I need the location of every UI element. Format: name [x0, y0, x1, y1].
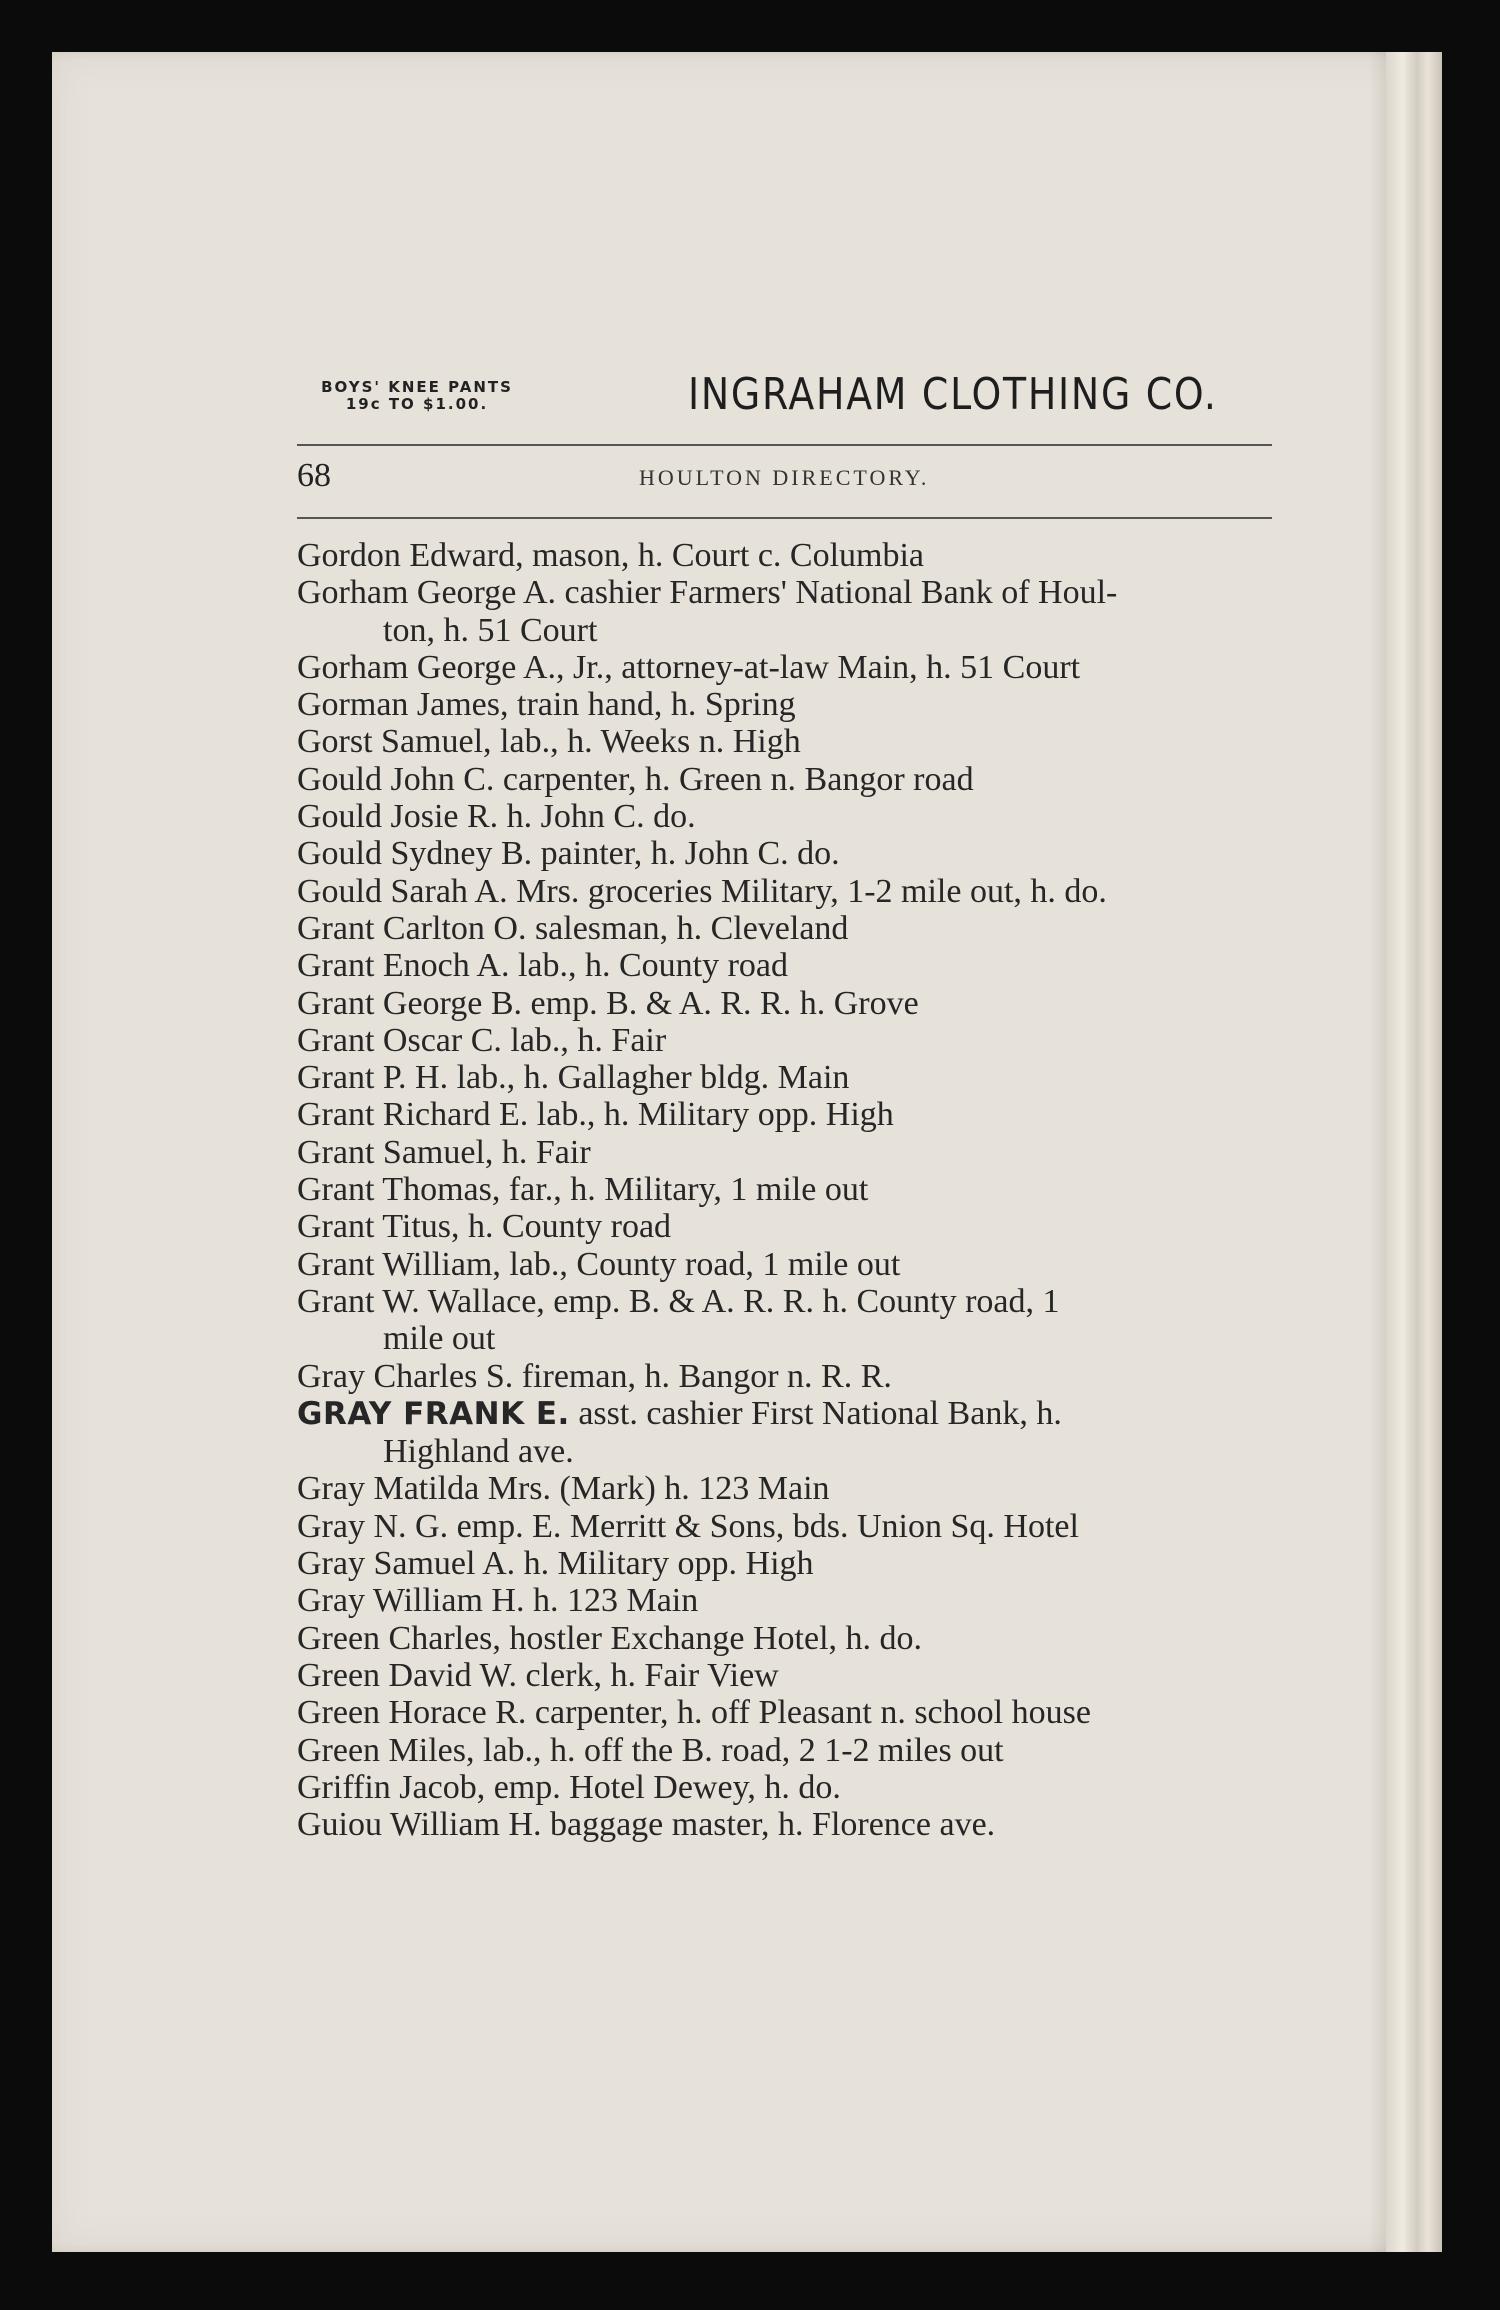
entry-text: Grant Oscar C. lab., h. Fair [297, 1021, 667, 1059]
entry-text: Gould John C. carpenter, h. Green n. Bangor road [297, 760, 974, 798]
directory-entry [297, 1022, 1272, 1059]
directory-entry [297, 686, 1272, 723]
directory-entry [297, 1582, 1272, 1619]
directory-entry [297, 537, 1272, 574]
directory-entry [297, 1470, 1272, 1507]
directory-entry [297, 910, 1272, 947]
entry-text: Gorman James, train hand, h. Spring [297, 686, 796, 724]
entry-continuation: Highland ave. [383, 1433, 574, 1471]
directory-entry [297, 1732, 1272, 1769]
entry-text: Gray Matilda Mrs. (Mark) h. 123 Main [297, 1470, 830, 1508]
directory-entry [297, 947, 1272, 984]
entry-text: Gray Charles S. fireman, h. Bangor n. R. R. [297, 1357, 892, 1395]
directory-entry [297, 1134, 1272, 1171]
entry-text: Grant P. H. lab., h. Gallagher bldg. Main [297, 1059, 850, 1097]
advertisement-banner: INGRAHAM CLOTHING CO. [688, 369, 1218, 420]
directory-entry [297, 1208, 1272, 1245]
ad-small-line-2: 19c TO $1.00. [345, 395, 489, 413]
entry-continuation: mile out [383, 1320, 496, 1358]
entry-text: Green Horace R. carpenter, h. off Pleasant n. school house [297, 1694, 1091, 1732]
entry-text: Grant Richard E. lab., h. Military opp. High [297, 1096, 894, 1134]
directory-entry [297, 873, 1272, 910]
directory-entry [297, 649, 1272, 686]
entry-text: Grant Carlton O. salesman, h. Cleveland [297, 909, 849, 947]
directory-entry [297, 723, 1272, 760]
entry-text: Griffin Jacob, emp. Hotel Dewey, h. do. [297, 1768, 841, 1806]
entry-text: Gorham George A. cashier Farmers' National Bank of Houl- [297, 574, 1118, 612]
directory-entry [297, 798, 1272, 835]
directory-entry [297, 1059, 1272, 1096]
directory-entry [297, 1508, 1272, 1545]
entry-text: Gould Josie R. h. John C. do. [297, 798, 696, 836]
entry-continuation: ton, h. 51 Court [383, 611, 598, 649]
directory-entry [297, 1246, 1272, 1283]
entry-text: Grant George B. emp. B. & A. R. R. h. Grove [297, 984, 919, 1022]
directory-entry [297, 1694, 1272, 1731]
entry-text: Gorst Samuel, lab., h. Weeks n. High [297, 723, 801, 761]
directory-entry [297, 1769, 1272, 1806]
header-rule-bottom [297, 517, 1272, 519]
advertisement-small [297, 379, 537, 413]
directory-entry [297, 761, 1272, 798]
directory-entry [297, 1283, 1272, 1358]
directory-entry [297, 1657, 1272, 1694]
ad-small-line-1: BOYS' KNEE PANTS [321, 378, 513, 396]
entry-text: Gould Sarah A. Mrs. groceries Military, 1-2 mile out, h. do. [297, 872, 1107, 910]
entry-text: Gorham George A., Jr., attorney-at-law Main, h. 51 Court [297, 648, 1081, 686]
directory-entry [297, 835, 1272, 872]
entry-text: Grant Samuel, h. Fair [297, 1133, 591, 1171]
entry-text: Grant Titus, h. County road [297, 1208, 672, 1246]
entry-text: Gray N. G. emp. E. Merritt & Sons, bds. Union Sq. Hotel [297, 1507, 1079, 1545]
entry-text: asst. cashier First National Bank, h. [569, 1394, 1062, 1432]
entry-text: Gray William H. h. 123 Main [297, 1582, 699, 1620]
entry-text: Green Miles, lab., h. off the B. road, 2 1-2 miles out [297, 1731, 1004, 1769]
running-head: HOULTON DIRECTORY. [639, 465, 930, 490]
entry-text: Gray Samuel A. h. Military opp. High [297, 1545, 814, 1583]
book-spine-edge [1386, 52, 1442, 2252]
directory-entry [297, 1096, 1272, 1133]
directory-entry [297, 574, 1272, 649]
directory-entry [297, 1620, 1272, 1657]
entry-text: Guiou William H. baggage master, h. Florence ave. [297, 1806, 996, 1844]
gutter-shadow [1368, 52, 1386, 2252]
entry-text: Green Charles, hostler Exchange Hotel, h. do. [297, 1619, 923, 1657]
entry-text: Grant W. Wallace, emp. B. & A. R. R. h. County road, 1 [297, 1282, 1060, 1320]
book-page [52, 52, 1442, 2252]
entry-text: Green David W. clerk, h. Fair View [297, 1656, 779, 1694]
entry-text: Grant William, lab., County road, 1 mile out [297, 1245, 901, 1283]
header-rule-top [297, 444, 1272, 446]
directory-entry [297, 1358, 1272, 1395]
page-number: 68 [297, 457, 331, 494]
entry-bold-name: GRAY FRANK E. [297, 1395, 570, 1432]
entry-text: Gould Sydney B. painter, h. John C. do. [297, 835, 840, 873]
directory-entry [297, 985, 1272, 1022]
entry-text: Grant Enoch A. lab., h. County road [297, 947, 789, 985]
directory-entry [297, 1395, 1272, 1471]
directory-entry [297, 1806, 1272, 1843]
entry-text: Grant Thomas, far., h. Military, 1 mile out [297, 1171, 869, 1209]
directory-entries [297, 537, 1272, 1843]
entry-text: Gordon Edward, mason, h. Court c. Columbia [297, 537, 925, 574]
directory-entry [297, 1171, 1272, 1208]
directory-entry [297, 1545, 1272, 1582]
